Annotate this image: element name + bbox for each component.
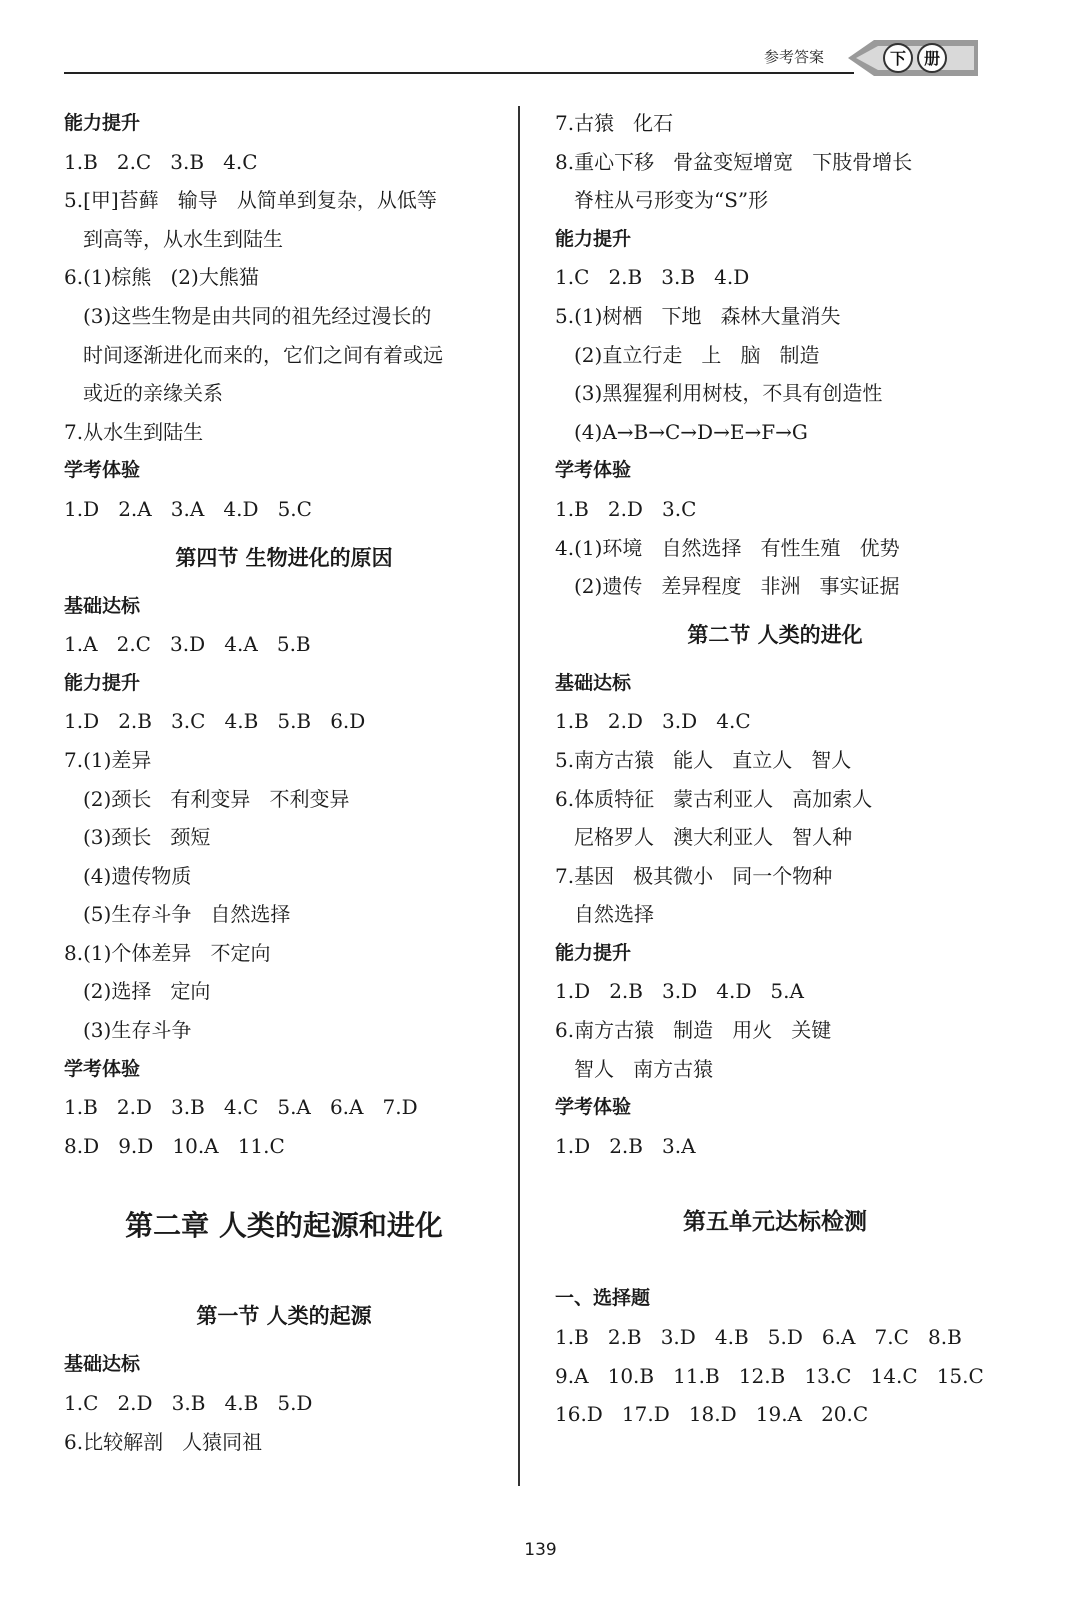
answer-line: 5.(1)树栖 下地 森林大量消失 (555, 303, 841, 328)
answer-line-continued: (2)遗传 差异程度 非洲 事实证据 (574, 574, 900, 599)
answer-line: 6.南方古猿 制造 用火 关键 (555, 1018, 832, 1043)
answer-line-continued: (4)遗传物质 (83, 863, 192, 888)
header-label: 参考答案 (764, 48, 825, 66)
spacer (64, 1265, 504, 1287)
subsection-heading: 能力提升 (64, 112, 141, 134)
spacer (555, 1257, 995, 1279)
answer-line: 1.B 2.D 3.D 4.C (555, 709, 751, 734)
subsection-heading: 学考体验 (64, 1057, 141, 1080)
answer-line-continued: 脊柱从弓形变为“S”形 (574, 188, 769, 213)
answer-line: 1.B 2.C 3.B 4.C (64, 149, 258, 174)
answer-line-continued: 到高等，从水生到陆生 (83, 226, 283, 251)
answer-line-continued: (2)直立行走 上 脑 制造 (574, 342, 820, 367)
answer-line-continued: (5)生存斗争 自然选择 (83, 902, 291, 927)
answer-line-continued: (3)黑猩猩利用树枝，不具有创造性 (574, 381, 883, 406)
subsection-heading: 学考体验 (555, 1096, 632, 1119)
spacer (555, 1165, 995, 1187)
answer-line: 5.[甲]苔藓 输导 从简单到复杂，从低等 (64, 188, 437, 213)
answer-line-continued: (3)这些生物是由共同的祖先经过漫长的 (83, 303, 432, 328)
answer-line: 4.(1)环境 自然选择 有性生殖 优势 (555, 535, 900, 560)
subsection-heading: 能力提升 (64, 671, 141, 694)
subsection-heading: 能力提升 (555, 941, 632, 964)
chapter-title: 第二章 人类的起源和进化 (125, 1209, 443, 1243)
left-column (64, 104, 504, 1461)
subsection-heading: 学考体验 (555, 459, 632, 482)
answer-line: 8.(1)个体差异 不定向 (64, 940, 271, 965)
answer-line: 1.C 2.B 3.B 4.D (555, 265, 750, 290)
answer-line: 9.A 10.B 11.B 12.B 13.C 14.C 15.C (555, 1363, 984, 1388)
page-number: 139 (524, 1540, 557, 1560)
answer-line: 1.D 2.B 3.D 4.D 5.A (555, 979, 804, 1004)
answer-line: 6.体质特征 蒙古利亚人 高加索人 (555, 786, 873, 811)
answer-line: 1.D 2.A 3.A 4.D 5.C (64, 496, 312, 521)
answer-line: 1.C 2.D 3.B 4.B 5.D (64, 1391, 313, 1416)
spacer (64, 1165, 504, 1187)
answer-line: 1.B 2.B 3.D 4.B 5.D 6.A 7.C 8.B (555, 1325, 962, 1350)
answer-line: 7.基因 极其微小 同一个物种 (555, 863, 833, 888)
column-divider (518, 106, 520, 1486)
answer-line: 5.南方古猿 能人 直立人 智人 (555, 747, 852, 772)
answer-line-continued: 时间逐渐进化而来的，它们之间有着或远 (83, 342, 443, 367)
volume-tab-icon (848, 36, 978, 80)
answer-line: 8.D 9.D 10.A 11.C (64, 1133, 285, 1158)
answer-line: 1.A 2.C 3.D 4.A 5.B (64, 632, 311, 657)
answer-line: 6.比较解剖 人猿同祖 (64, 1429, 263, 1454)
subsection-heading: 基础达标 (64, 1353, 141, 1376)
section-title: 第一节 人类的起源 (196, 1304, 372, 1329)
answer-line-continued: (4)A→B→C→D→E→F→G (574, 419, 808, 444)
answer-line: 7.古猿 化石 (555, 111, 674, 135)
right-column (555, 104, 995, 1434)
header-rule (64, 72, 854, 74)
answer-line: 1.B 2.D 3.C (555, 496, 697, 521)
answer-line-continued: (2)颈长 有利变异 不利变异 (83, 786, 350, 811)
answer-line-continued: 或近的亲缘关系 (83, 381, 223, 406)
subsection-heading: 能力提升 (555, 227, 632, 250)
answer-line: 7.从水生到陆生 (64, 419, 204, 444)
answer-line: 16.D 17.D 18.D 19.A 20.C (555, 1402, 869, 1427)
answer-line: 1.D 2.B 3.A (555, 1133, 696, 1158)
answer-line: 1.B 2.D 3.B 4.C 5.A 6.A 7.D (64, 1095, 418, 1120)
unit-test-title: 第五单元达标检测 (683, 1209, 867, 1236)
subsection-heading: 基础达标 (64, 594, 141, 617)
subsection-heading: 基础达标 (555, 671, 632, 694)
answer-line-continued: (3)颈长 颈短 (83, 825, 211, 850)
subsection-heading: 一、选择题 (555, 1287, 651, 1310)
answer-line: 1.D 2.B 3.C 4.B 5.B 6.D (64, 709, 366, 734)
tab-text-2: 册 (923, 49, 941, 68)
answer-line-continued: (3)生存斗争 (83, 1018, 192, 1043)
answer-line: 6.(1)棕熊 (2)大熊猫 (64, 265, 259, 290)
answer-line-continued: 自然选择 (574, 902, 654, 927)
subsection-heading: 学考体验 (64, 459, 141, 482)
answer-line: 7.(1)差异 (64, 747, 152, 772)
answer-line-continued: (2)选择 定向 (83, 979, 211, 1004)
answer-line-continued: 智人 南方古猿 (574, 1056, 714, 1081)
section-title: 第二节 人类的进化 (687, 622, 863, 647)
answer-line: 8.重心下移 骨盆变短增宽 下肢骨增长 (555, 149, 913, 174)
section-title: 第四节 生物进化的原因 (175, 545, 393, 570)
answer-line-continued: 尼格罗人 澳大利亚人 智人种 (574, 825, 853, 850)
tab-text-1: 下 (889, 49, 907, 68)
